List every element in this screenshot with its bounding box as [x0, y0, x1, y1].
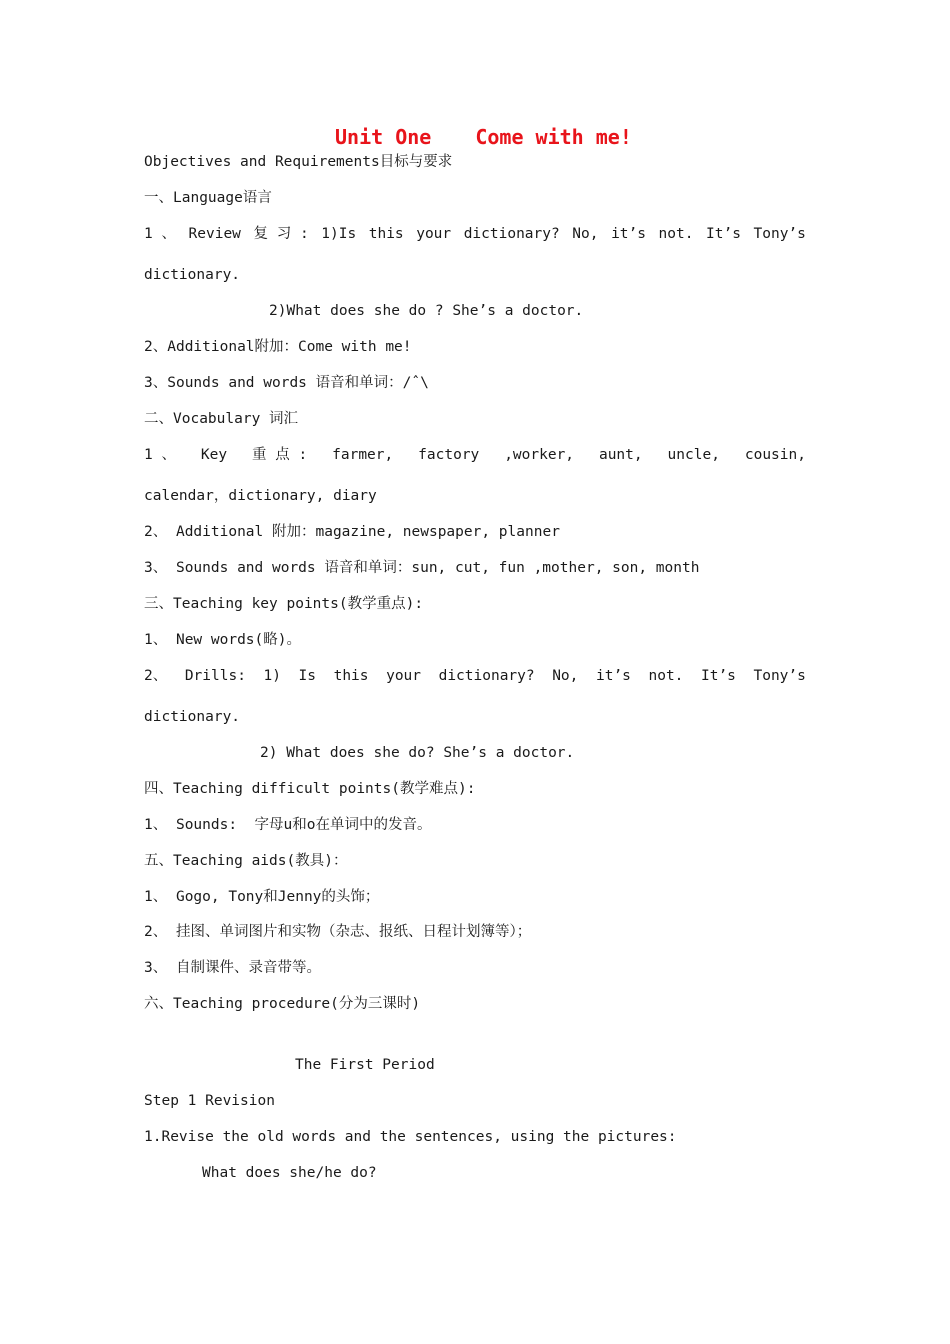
drills-token: 2、: [144, 668, 168, 684]
procedure-heading: 六、Teaching procedure(分为三课时): [144, 996, 421, 1012]
key-token: uncle,: [667, 447, 720, 463]
review-token: No,: [572, 226, 599, 242]
drills-token: Drills:: [184, 668, 246, 684]
drills-token: Is: [298, 668, 317, 684]
key-points-heading: 三、Teaching key points(教学重点):: [144, 596, 424, 612]
document-title: [335, 124, 632, 150]
key-words-continuation: calendar，dictionary, diary: [144, 488, 377, 504]
key-points-new-words: 1、 New words(略)。: [144, 632, 301, 648]
review-line: [144, 224, 806, 244]
drills-continuation: dictionary.: [144, 709, 241, 725]
review-token: It’s: [706, 226, 741, 242]
revise-question: What does she/he do?: [202, 1165, 377, 1181]
key-token: 1 、: [144, 447, 176, 463]
drills-sentence-2: 2) What does she do? She’s a doctor.: [260, 745, 575, 761]
aids-item-1: 1、 Gogo, Tony和Jenny的头饰；: [144, 889, 380, 905]
drills-token: 1): [263, 668, 281, 684]
key-token: ,worker,: [504, 447, 575, 463]
key-words-line: [144, 445, 806, 465]
review-continuation: dictionary.: [144, 267, 241, 283]
drills-token: not.: [648, 668, 684, 684]
drills-token: it’s: [595, 668, 631, 684]
review-token: 1 、: [144, 226, 176, 242]
drills-token: this: [333, 668, 369, 684]
language-sounds: 3、Sounds and words 语音和单词：/ˆ\: [144, 375, 429, 391]
language-additional: 2、Additional附加：Come with me!: [144, 339, 412, 355]
period-title: The First Period: [295, 1057, 435, 1073]
vocabulary-heading: 二、Vocabulary 词汇: [144, 411, 299, 427]
review-token: your: [416, 226, 452, 242]
key-token: Key: [200, 447, 228, 463]
language-heading: 一、Language语言: [144, 190, 272, 206]
review-token: Review: [188, 226, 241, 242]
key-token: 重 点 :: [252, 447, 308, 463]
key-token: factory: [418, 447, 480, 463]
key-token: aunt,: [598, 447, 643, 463]
review-sentence-2: 2)What does she do ? She’s a doctor.: [269, 303, 584, 319]
review-token: dictionary?: [463, 226, 560, 242]
aids-heading: 五、Teaching aids(教具)：: [144, 853, 348, 869]
aids-item-3: 3、 自制课件、录音带等。: [144, 960, 321, 976]
key-token: farmer,: [332, 447, 394, 463]
vocabulary-additional: 2、 Additional 附加：magazine, newspaper, planner: [144, 524, 560, 540]
step-1-heading: Step 1 Revision: [144, 1093, 275, 1109]
drills-token: It’s: [700, 668, 736, 684]
drills-token: Tony’s: [753, 668, 806, 684]
drills-token: dictionary?: [438, 668, 535, 684]
drills-line: [144, 666, 806, 686]
objectives-heading: Objectives and Requirements目标与要求: [144, 154, 453, 170]
difficult-points-heading: 四、Teaching difficult points(教学难点):: [144, 781, 476, 797]
aids-item-2: 2、 挂图、单词图片和实物（杂志、报纸、日程计划簿等）；: [144, 924, 532, 940]
title-topic: Come with me!: [475, 125, 632, 149]
vocabulary-sounds: 3、 Sounds and words 语音和单词：sun, cut, fun ,mother, son, month: [144, 560, 700, 576]
review-token: it’s: [611, 226, 646, 242]
title-unit: Unit One: [335, 125, 432, 149]
key-token: cousin,: [744, 447, 806, 463]
revise-instruction: 1.Revise the old words and the sentences, using the pictures:: [144, 1129, 677, 1145]
review-token: 1)Is: [321, 226, 357, 242]
drills-token: your: [386, 668, 422, 684]
drills-token: No,: [552, 668, 579, 684]
difficult-points-item: 1、 Sounds: 字母u和o在单词中的发音。: [144, 817, 432, 833]
review-token: Tony’s: [753, 226, 806, 242]
review-token: 复 习 :: [253, 226, 309, 242]
review-token: not.: [658, 226, 694, 242]
review-token: this: [368, 226, 404, 242]
